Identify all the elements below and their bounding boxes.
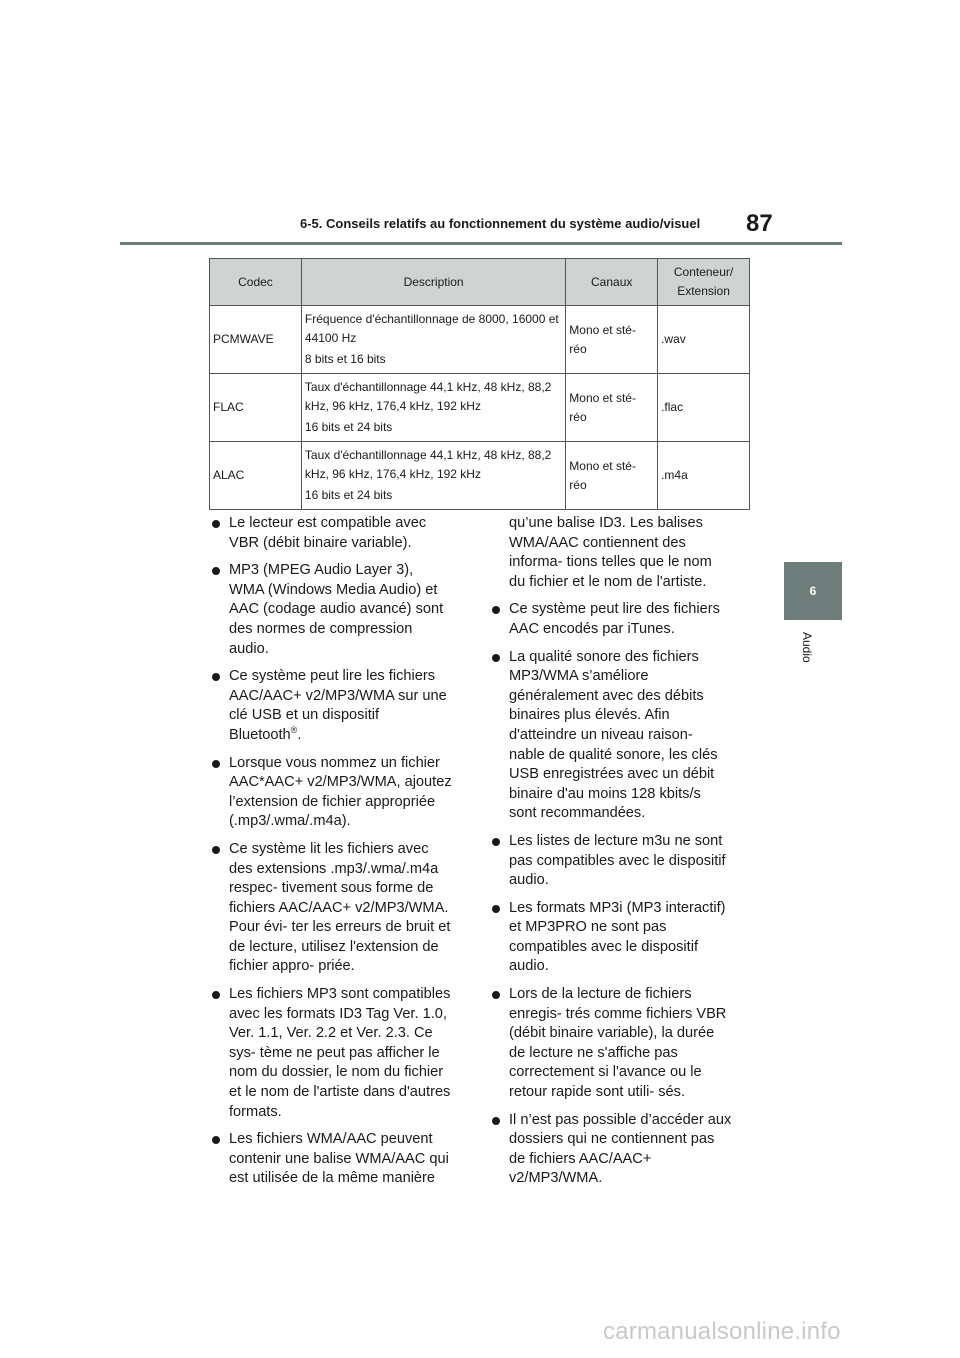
bullet-icon [492,905,500,913]
bullet-icon [492,838,500,846]
chapter-label: Audio [800,632,814,663]
page-number: 87 [746,210,773,237]
bullet-icon [212,520,220,528]
bullet-text: Ce système peut lire les fichiers AAC/AAC+ v2/MP3/WMA sur une clé USB et un dispositif Bluetooth [229,668,447,743]
bullet-icon [212,673,220,681]
bullet-item [212,561,452,659]
bullet-text: Lors de la lecture de fichiers enregis- trés comme fichiers VBR (débit binaire variable), la durée de lecture ne s'affiche pas correctement si l'avance ou le retour rapide sont utili- sés. [509,986,727,1101]
bullet-text: La qualité sonore des fichiers MP3/WMA s’améliore généralement avec des débits binaires plus élevés. Afin d'atteindre un niveau raison- nable de qualité sonore, les clés USB enregistrées avec un débit binaire d'au moins 128 kbits/s sont recommandées. [509,648,718,822]
bullet-icon [212,567,220,575]
bullet-item [212,985,452,1122]
description-rates: Taux d'échantillonnage 44,1 kHz, 48 kHz, 88,2 kHz, 96 kHz, 176,4 kHz, 192 kHz [304,448,552,481]
bullet-item [212,754,452,832]
extension-cell: .wav [658,306,750,374]
bullet-icon [492,1117,500,1125]
channels-cell: Mono et sté- réo [566,374,658,442]
description-bits: 16 bits et 24 bits [304,420,393,435]
bullet-text: MP3 (MPEG Audio Layer 3), WMA (Windows Media Audio) et AAC (codage audio avancé) sont des normes de compression audio. [229,562,444,657]
chapter-tab[interactable] [784,562,842,620]
codec-cell: PCMWAVE [210,306,302,374]
bullet-item [492,1111,732,1189]
bullet-item [212,1130,452,1189]
bullet-text: Ce système peut lire des fichiers AAC encodés par iTunes. [509,601,720,637]
header-codec: Codec [210,259,302,306]
bullet-icon [212,846,220,854]
table-header-row [210,259,750,306]
bullet-text: Les listes de lecture m3u ne sont pas compatibles avec le dispositif audio. [509,832,726,889]
extension-cell: .flac [658,374,750,442]
bullet-text: Il n’est pas possible d’accéder aux dossiers qui ne contiennent pas de fichiers AAC/AAC+ v2/MP3/WMA. [509,1111,732,1187]
extension-cell: .m4a [658,442,750,510]
bullet-item [492,600,732,639]
table-row [210,374,750,442]
description-bits: 8 bits et 16 bits [304,352,386,367]
bullet-text: Le lecteur est compatible avec VBR (débit binaire variable). [229,515,427,551]
bullet-text-end: . [297,726,302,743]
codec-table [209,258,750,510]
codec-cell: ALAC [210,442,302,510]
bullet-item [492,899,732,977]
bullet-text: Ce système lit les fichiers avec des extensions .mp3/.wma/.m4a respec- tivement sous forme de fichiers AAC/AAC+ v2/MP3/WMA. Pour évi- ter les erreurs de bruit et de lecture, utilisez l'extension de fichier appro- priée. [229,840,451,975]
bullet-icon [212,1136,220,1144]
description-rates: Taux d'échantillonnage 44,1 kHz, 48 kHz, 88,2 kHz, 96 kHz, 176,4 kHz, 192 kHz [304,380,552,413]
chapter-number: 6 [809,584,817,598]
description-cell [301,442,565,510]
bullet-item [492,985,732,1103]
header-channels: Canaux [566,259,658,306]
bullet-text: Lorsque vous nommez un fichier AAC*AAC+ v2/MP3/WMA, ajoutez l’extension de fichier appropriée (.mp3/.wma/.m4a). [229,754,452,830]
bullet-icon [492,606,500,614]
header-extension: Conteneur/ Extension [658,259,750,306]
bullet-icon [212,991,220,999]
bullet-text: Les fichiers MP3 sont compatibles avec les formats ID3 Tag Ver. 1.0, Ver. 1.1, Ver. 2.2 et Ver. 2.3. Ce sys- tème ne peut pas afficher le nom du dossier, le nom du fichier et le nom de l'artiste dans d'autres formats. [229,986,451,1120]
registered-mark: ® [290,725,298,736]
left-column [212,514,452,1197]
bullet-icon [492,991,500,999]
bullet-icon [212,760,220,768]
watermark: carmanualsonline.info [603,1318,841,1345]
bullet-item [492,648,732,824]
bullet-item [212,840,452,977]
table-row [210,442,750,510]
bullet-icon [492,654,500,662]
bullet-text: Les formats MP3i (MP3 interactif) et MP3PRO ne sont pas compatibles avec le dispositif audio. [509,899,726,975]
codec-cell: FLAC [210,374,302,442]
description-cell [301,374,565,442]
description-rates: Fréquence d'échantillonnage de 8000, 16000 et 44100 Hz [304,312,559,345]
table-row [210,306,750,374]
bullet-text: Les fichiers WMA/AAC peuvent contenir une balise WMA/AAC qui est utilisée de la même manière [229,1131,449,1187]
channels-cell: Mono et sté- réo [566,442,658,510]
header-description: Description [301,259,565,306]
description-bits: 16 bits et 24 bits [304,488,393,503]
description-cell [301,306,565,374]
bullet-item [212,514,452,553]
right-column [492,514,732,1197]
section-title: 6-5. Conseils relatifs au fonctionnement du système audio/visuel [300,216,701,231]
header-divider [120,242,842,245]
bullet-item [212,667,452,745]
bullet-item [492,832,732,891]
channels-cell: Mono et sté- réo [566,306,658,374]
bullet-continuation: qu’une balise ID3. Les balises WMA/AAC contiennent des informa- tions telles que le nom du fichier et le nom de l'artiste. [509,515,712,590]
